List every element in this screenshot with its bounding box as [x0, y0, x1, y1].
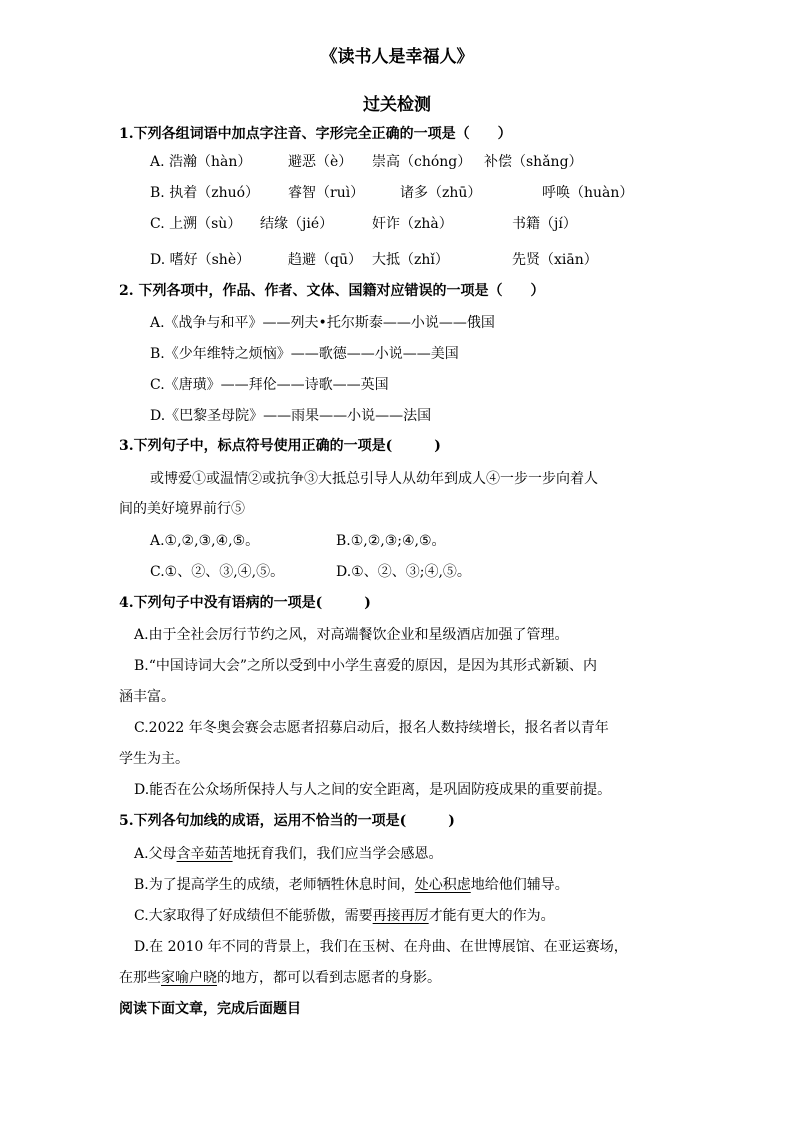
q3-option-b: B.①,②,③;④,⑤。: [336, 533, 446, 549]
q2-option-c: C.《唐璜》——拜伦——诗歌——英国: [150, 377, 389, 393]
q5-option-b-suffix: 地给他们辅导。: [470, 877, 569, 893]
q5-option-b-prefix: B.为了提高学生的成绩，老师牺牲休息时间，: [134, 877, 415, 893]
q5-option-d-prefix: 在那些: [119, 970, 161, 986]
q4-option-d: D.能否在公众场所保持人与人之间的安全距离，是巩固防疫成果的重要前提。: [134, 782, 612, 798]
q5-option-a-idiom: 含辛茹苦: [176, 846, 233, 862]
q1-option-b-3: 诸多（zhū）: [400, 185, 482, 201]
q5-option-b-idiom: 处心积虑: [414, 877, 471, 893]
q3-stem: 3.下列句子中，标点符号使用正确的一项是( ): [119, 438, 441, 454]
q2-option-b: B.《少年维特之烦恼》——歌德——小说——美国: [150, 346, 459, 362]
q5-option-c-prefix: C.大家取得了好成绩但不能骄傲，需要: [134, 908, 373, 924]
q3-option-c: C.①、②、③,④,⑤。: [150, 564, 285, 580]
q1-option-b-2: 睿智（ruì）: [288, 185, 365, 201]
q1-option-b-1: B. 执着（zhuó）: [150, 185, 260, 201]
q1-option-a-4: 补偿（shǎng）: [484, 154, 583, 170]
q1-option-c-3: 奸诈（zhà）: [372, 216, 453, 232]
q5-option-c: [134, 905, 555, 925]
q2-option-a: A.《战争与和平》——列夫•托尔斯泰——小说——俄国: [150, 315, 495, 331]
q5-option-d-line-1: D.在 2010 年不同的背景上，我们在玉树、在舟曲、在世博展馆、在亚运赛场，: [134, 939, 628, 955]
q4-option-a: A.由于全社会厉行节约之风，对高端餐饮企业和星级酒店加强了管理。: [134, 627, 569, 643]
q5-option-a-suffix: 地抚育我们，我们应当学会感恩。: [232, 846, 443, 862]
q5-option-d-suffix: 的地方，都可以看到志愿者的身影。: [217, 970, 441, 986]
q5-option-d-line-2: [119, 967, 441, 987]
q1-option-a-1: A. 浩瀚（hàn）: [150, 154, 252, 170]
q5-option-a: [134, 843, 443, 863]
q5-option-d-idiom: 家喻户晓: [161, 970, 217, 986]
q4-option-b-line-2: 涵丰富。: [119, 689, 175, 705]
q1-option-a-2: 避恶（è）: [288, 154, 353, 170]
q4-stem: 4.下列句子中没有语病的一项是( ): [119, 595, 371, 611]
q3-passage-line-1: 或博爱①或温情②或抗争③大抵总引导人从幼年到成人④一步一步向着人: [150, 471, 598, 487]
q1-option-a-3: 崇高（chóng）: [372, 154, 472, 170]
q3-option-a: A.①,②,③,④,⑤。: [150, 533, 260, 549]
q5-option-b: [134, 874, 569, 894]
q1-stem: 1.下列各组词语中加点字注音、字形完全正确的一项是（ ）: [119, 126, 512, 142]
q5-option-a-prefix: A.父母: [134, 846, 177, 862]
document-title: 《读书人是幸福人》: [320, 47, 474, 67]
document-subtitle: 过关检测: [363, 95, 431, 115]
q4-option-b-line-1: B.“中国诗词大会”之所以受到中小学生喜爱的原因，是因为其形式新颖、内: [134, 658, 598, 674]
q2-stem: 2. 下列各项中，作品、作者、文体、国籍对应错误的一项是（ ）: [119, 283, 545, 299]
q2-option-d: D.《巴黎圣母院》——雨果——小说——法国: [150, 408, 432, 424]
reading-instruction: 阅读下面文章，完成后面题目: [119, 1001, 301, 1017]
q5-option-c-idiom: 再接再厉: [372, 908, 429, 924]
q3-passage-line-2: 间的美好境界前行⑤: [119, 501, 245, 517]
q3-option-d: D.①、②、③;④,⑤。: [336, 564, 471, 580]
q5-option-c-suffix: 才能有更大的作为。: [428, 908, 555, 924]
q1-option-c-2: 结缘（jié）: [260, 216, 334, 232]
q1-option-d-2: 趋避（qū）: [288, 252, 362, 268]
q1-option-b-4: 呼唤（huàn）: [542, 185, 634, 201]
q1-option-c-1: C. 上溯（sù）: [150, 216, 242, 232]
q1-option-d-3: 大抵（zhǐ）: [372, 252, 449, 268]
q5-stem: 5.下列各句加线的成语，运用不恰当的一项是( ): [119, 813, 455, 829]
q4-option-c-line-2: 学生为主。: [119, 751, 189, 767]
q4-option-c-line-1: C.2022 年冬奥会赛会志愿者招募启动后，报名人数持续增长，报名者以青年: [134, 720, 609, 736]
q1-option-d-4: 先贤（xiān）: [512, 252, 598, 268]
q1-option-c-4: 书籍（jí）: [512, 216, 577, 232]
q1-option-d-1: D. 嗜好（shè）: [150, 252, 251, 268]
